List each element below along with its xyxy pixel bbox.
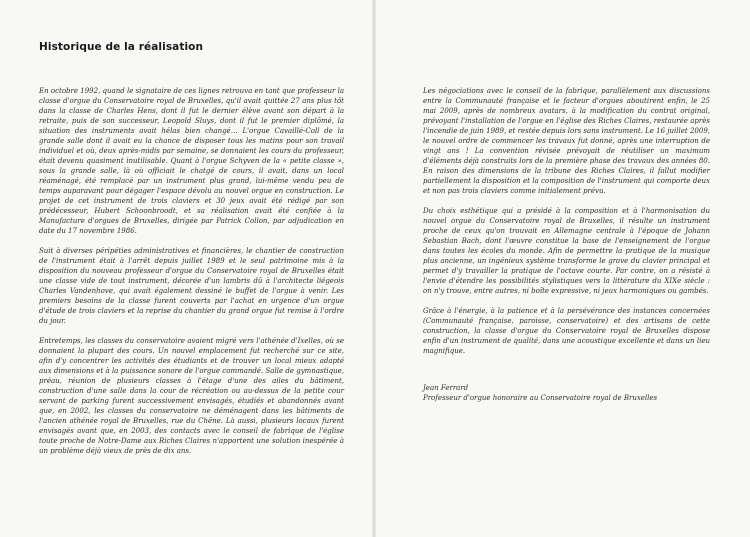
paragraph: Grâce à l'énergie, à la patience et à la persévérance des instances concernées (Communauté française, paroisse, conservatoire) et des artisans de cette construction, la classe d'orgue du Conservatoire royal de Bruxelles dispose enfin d'un instrument de qualité, dans une acoustique excellente et dans un lieu magnifique. — [423, 307, 710, 355]
left-text-column — [39, 86, 344, 466]
signature-block — [423, 383, 713, 403]
paragraph: Les négociations avec le conseil de la fabrique, parallèlement aux discussions entre la Communauté française et le facteur d'orgues aboutirent enfin, le 25 mai 2009, après de nombreux avatars, à la modification du contrat original, prévoyant l'installation de l'orgue en l'église des Riches Claires, restaurée après l'incendie de juin 1989, et restée depuis lors sans instrument. Le 16 juillet 2009, le nouvel ordre de commencer les travaux fut donné, après une interruption de vingt ans ! La convention révisée prévoyait de réutiliser un maximum d'éléments déjà construits lors de la première phase des travaux des années 80. En raison des dimensions de la tribune des Riches Claires, il fallut modifier partiellement la disposition et la composition de l'instrument qui comporte deux et non pas trois claviers comme initialement prévu. — [423, 87, 710, 195]
paragraph: En octobre 1992, quand le signataire de ces lignes retrouva en tant que professeur la classe d'orgue du Conservatoire royal de Bruxelles, qu'il avait quittée 27 ans plus tôt dans la classe de Charles Hens, dont il fut le dernier élève avant son départ à la retraite, puis de son successeur, Leopold Sluys, dont il fut le premier diplômé, la situation des instruments avait hélas bien changé… L'orgue Cavaillé-Coll de la grande salle dont il avait eu la chance de disposer tous les matins pour son travail individuel et où, deux après-midis par semaine, se donnaient les cours du professeur, était devenu quasiment inutilisable. Quant à l'orgue Schyven de la « petite classe », sous la grande salle, là où officiait le chatgé de cours, il avait, dans un local réaménagé, été remplacé par un instrument plus grand, lui-même vendu peu de temps auparavant pour dégager l'espace dévolu au nouvel orgue en construction. Le projet de cet instrument de trois claviers et 30 jeux avait été rédigé par son prédécesseur, Hubert Schoonbroodt, et sa réalisation avait été confiée à la Manufacture d'orgues de Bruxelles, dirigée par Patrick Collon, par adjudication en date du 17 novembre 1986. — [39, 87, 344, 235]
paragraph: Entretemps, les classes du conservatoire avaient migré vers l'athénée d'Ixelles, où se donnaient la plupart des cours. Un nouvel emplacement fut recherché sur ce site, afin d'y concentrer les activités des étudiants et de trouver un local mieux adapté aux dimensions et à la puissance sonore de l'orgue commandé. Salle de gymnastique, préau, réunion de plusieurs classes à l'étage d'une des ailes du bâtiment, construction d'une salle dans la cour de récréation ou au-dessus de la petite cour servant de parking furent successivement envisagés, étudiés et abandonnés avant que, en 2002, les classes du conservatoire ne déménagent dans les bâtiments de l'ancien athénée royal de Bruxelles, rue du Chêne. Là aussi, plusieurs locaux furent envisagés avant que, en 2003, des contacts avec le conseil de fabrique de l'église toute proche de Notre-Dame aux Riches Claires n'apportent une solution inespérée à un problème déjà vieux de près de dix ans. — [39, 337, 344, 455]
paragraph: Du choix esthétique qui a présidé à la composition et à l'harmonisation du nouvel orgue du Conservatoire royal de Bruxelles, il résulte un instrument proche de ceux qu'on trouvait en Allemagne centrale à l'époque de Johann Sebastian Bach, dont l'œuvre constitue la base de l'enseignement de l'orgue dans toutes les écoles du monde. Afin de permettre la pratique de la musique plus ancienne, un ingénieux système transforme le grave du clavier principal et permet d'y travailler la pratique de l'octave courte. Par contre, on a résisté à l'envie d'étendre les possibilités stylistiques vers la littérature du XIXe siècle : on n'y trouve, entre autres, ni boîte expressive, ni jeux harmoniques ou gambés. — [423, 207, 710, 295]
section-heading: Historique de la réalisation — [39, 41, 204, 53]
author-name: Jean Ferrard — [423, 384, 469, 392]
paragraph: Suit à diverses péripéties administratives et financières, le chantier de construction de l'instrument était à l'arrêt depuis juillet 1989 et le seul patrimoine mis à la disposition du nouveau professeur d'orgue du Conservatoire royal de Bruxelles était une classe vide de tout instrument, décorée d'un lambris dû à l'architecte liégeois Charles Vandenhove, qui avait également dessiné le buffet de l'orgue à venir. Les premiers besoins de la classe furent couverts par l'achat en urgence d'un orgue d'étude de trois claviers et la reprise du chantier du grand orgue fut remise à l'ordre du jour. — [39, 247, 344, 325]
right-text-column — [423, 86, 710, 366]
author-title: Professeur d'orgue honoraire au Conservatoire royal de Bruxelles — [423, 394, 658, 402]
